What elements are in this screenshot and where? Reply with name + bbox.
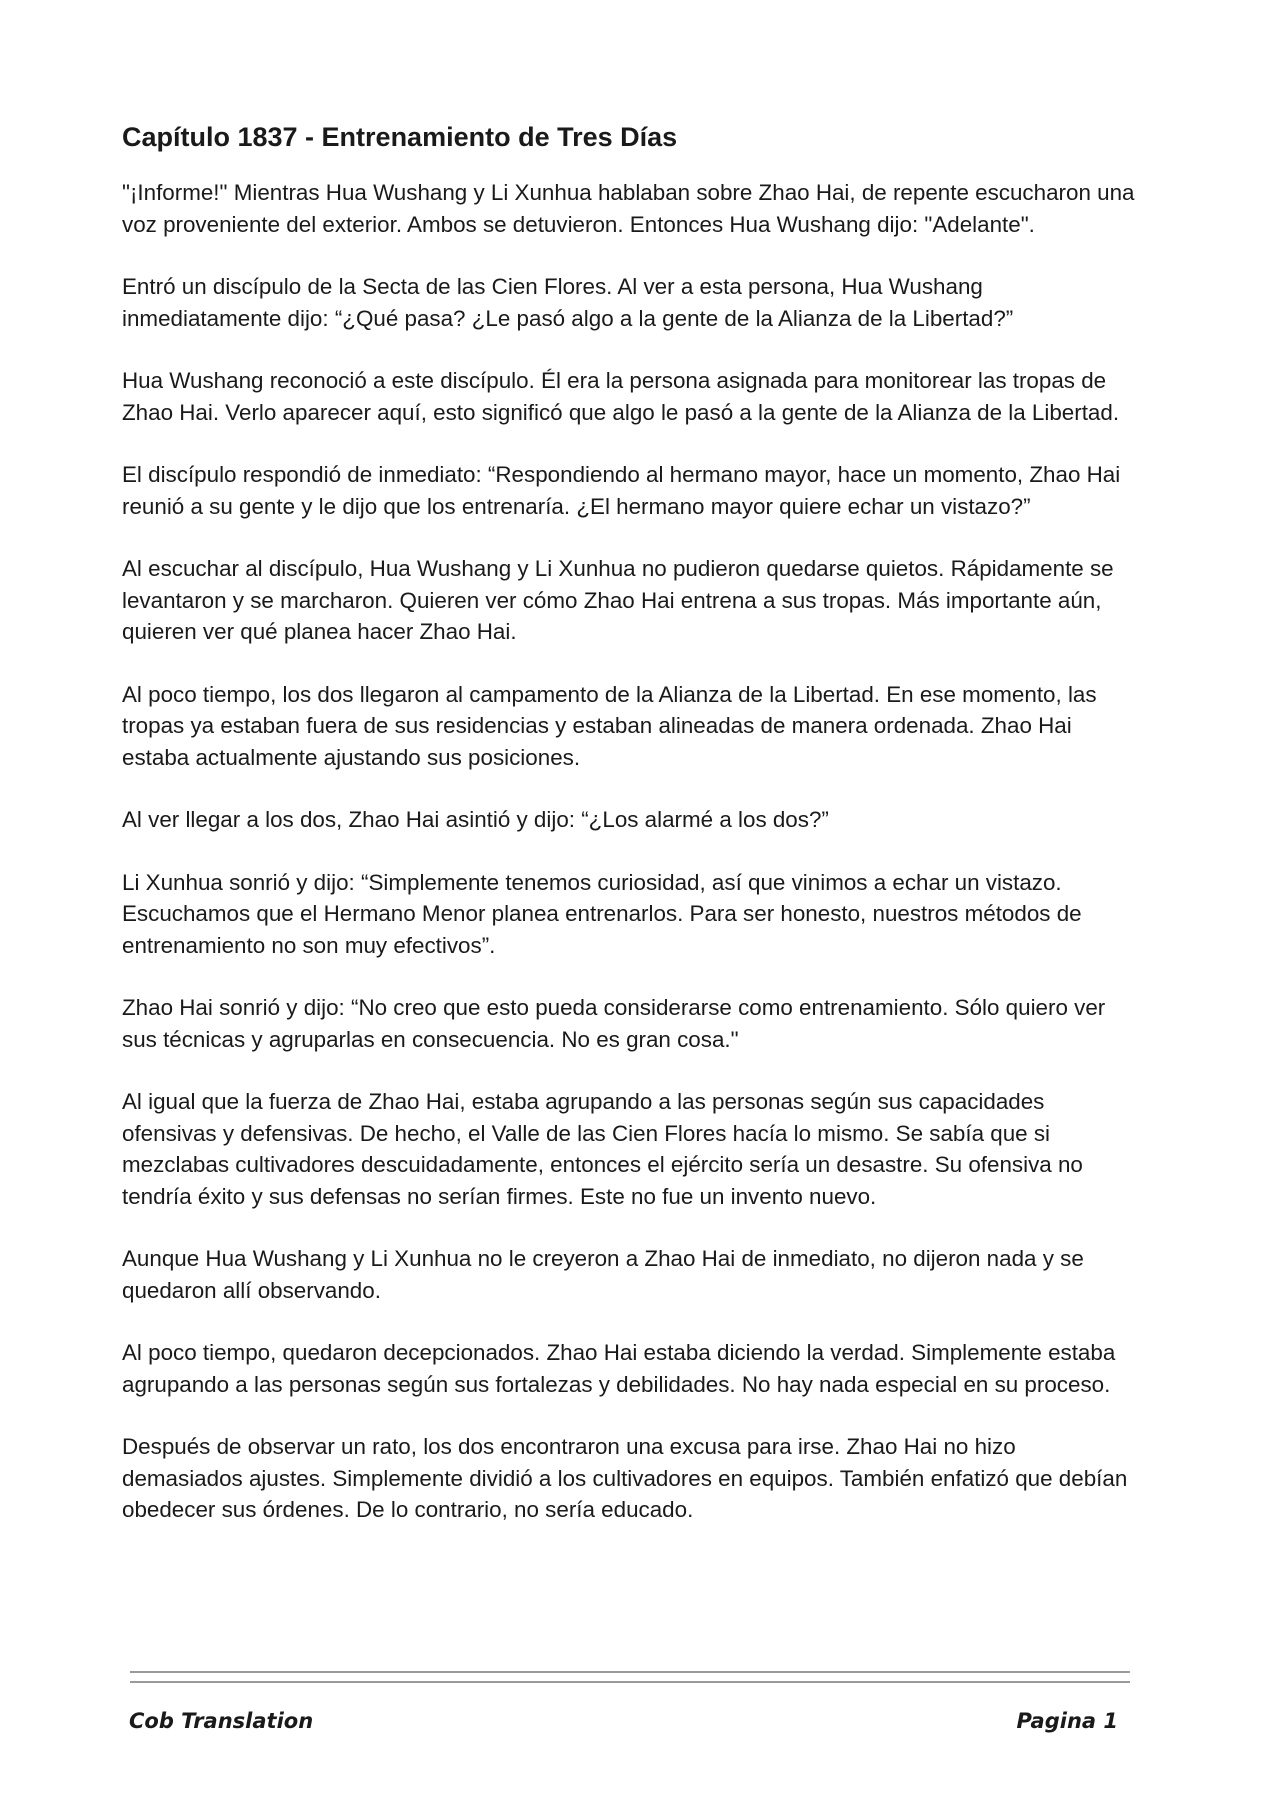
footer-divider (130, 1671, 1130, 1673)
document-body (122, 177, 1142, 1526)
footer-translator-credit: Cob Translation (129, 1709, 314, 1733)
paragraph: Al poco tiempo, los dos llegaron al campamento de la Alianza de la Libertad. En ese momento, las tropas ya estaban fuera de sus residencias y estaban alineadas de manera ordenada. Zhao Hai estaba actualmente ajustando sus posiciones. (122, 681, 1097, 770)
footer-page-number: Pagina 1 (1016, 1709, 1118, 1733)
paragraph: Li Xunhua sonrió y dijo: “Simplemente tenemos curiosidad, así que vinimos a echar un vistazo. Escuchamos que el Hermano Menor planea entrenarlos. Para ser honesto, nuestros métodos de entrenamiento no son muy efectivos”. (122, 869, 1082, 958)
document-page (122, 120, 1142, 1557)
paragraph: El discípulo respondió de inmediato: “Respondiendo al hermano mayor, hace un momento, Zhao Hai reunió a su gente y le dijo que los entrenaría. ¿El hermano mayor quiere echar un vistazo?” (122, 462, 1121, 519)
paragraph: Entró un discípulo de la Secta de las Cien Flores. Al ver a esta persona, Hua Wushang inmediatamente dijo: “¿Qué pasa? ¿Le pasó algo a la gente de la Alianza de la Libertad?” (122, 274, 1014, 331)
paragraph: Al poco tiempo, quedaron decepcionados. Zhao Hai estaba diciendo la verdad. Simplemente estaba agrupando a las personas según sus fortalezas y debilidades. No hay nada especial en su proceso. (122, 1340, 1116, 1397)
chapter-title: Capítulo 1837 - Entrenamiento de Tres Días (122, 122, 678, 152)
paragraph: Al igual que la fuerza de Zhao Hai, estaba agrupando a las personas según sus capacidades ofensivas y defensivas. De hecho, el Valle de las Cien Flores hacía lo mismo. Se sabía que si mezclabas cultivadores descuidadamente, entonces el ejército sería un desastre. Su ofensiva no tendría éxito y sus defensas no serían firmes. Este no fue un invento nuevo. (122, 1089, 1083, 1209)
paragraph: Aunque Hua Wushang y Li Xunhua no le creyeron a Zhao Hai de inmediato, no dijeron nada y se quedaron allí observando. (122, 1246, 1084, 1303)
paragraph: Al ver llegar a los dos, Zhao Hai asintió y dijo: “¿Los alarmé a los dos?” (122, 807, 829, 833)
paragraph: "¡Informe!" Mientras Hua Wushang y Li Xunhua hablaban sobre Zhao Hai, de repente escucharon una voz proveniente del exterior. Ambos se detuvieron. Entonces Hua Wushang dijo: "Adelante". (122, 180, 1135, 237)
paragraph: Zhao Hai sonrió y dijo: “No creo que esto pueda considerarse como entrenamiento. Sólo quiero ver sus técnicas y agruparlas en consecuencia. No es gran cosa." (122, 995, 1106, 1052)
paragraph: Al escuchar al discípulo, Hua Wushang y Li Xunhua no pudieron quedarse quietos. Rápidamente se levantaron y se marcharon. Quieren ver cómo Zhao Hai entrena a sus tropas. Más importante aún, quieren ver qué planea hacer Zhao Hai. (122, 556, 1114, 645)
paragraph: Después de observar un rato, los dos encontraron una excusa para irse. Zhao Hai no hizo demasiados ajustes. Simplemente dividió a los cultivadores en equipos. También enfatizó que debían obedecer sus órdenes. De lo contrario, no sería educado. (122, 1434, 1128, 1523)
footer-divider (130, 1681, 1130, 1683)
paragraph: Hua Wushang reconoció a este discípulo. Él era la persona asignada para monitorear las tropas de Zhao Hai. Verlo aparecer aquí, esto significó que algo le pasó a la gente de la Alianza de la Libertad. (122, 368, 1120, 425)
